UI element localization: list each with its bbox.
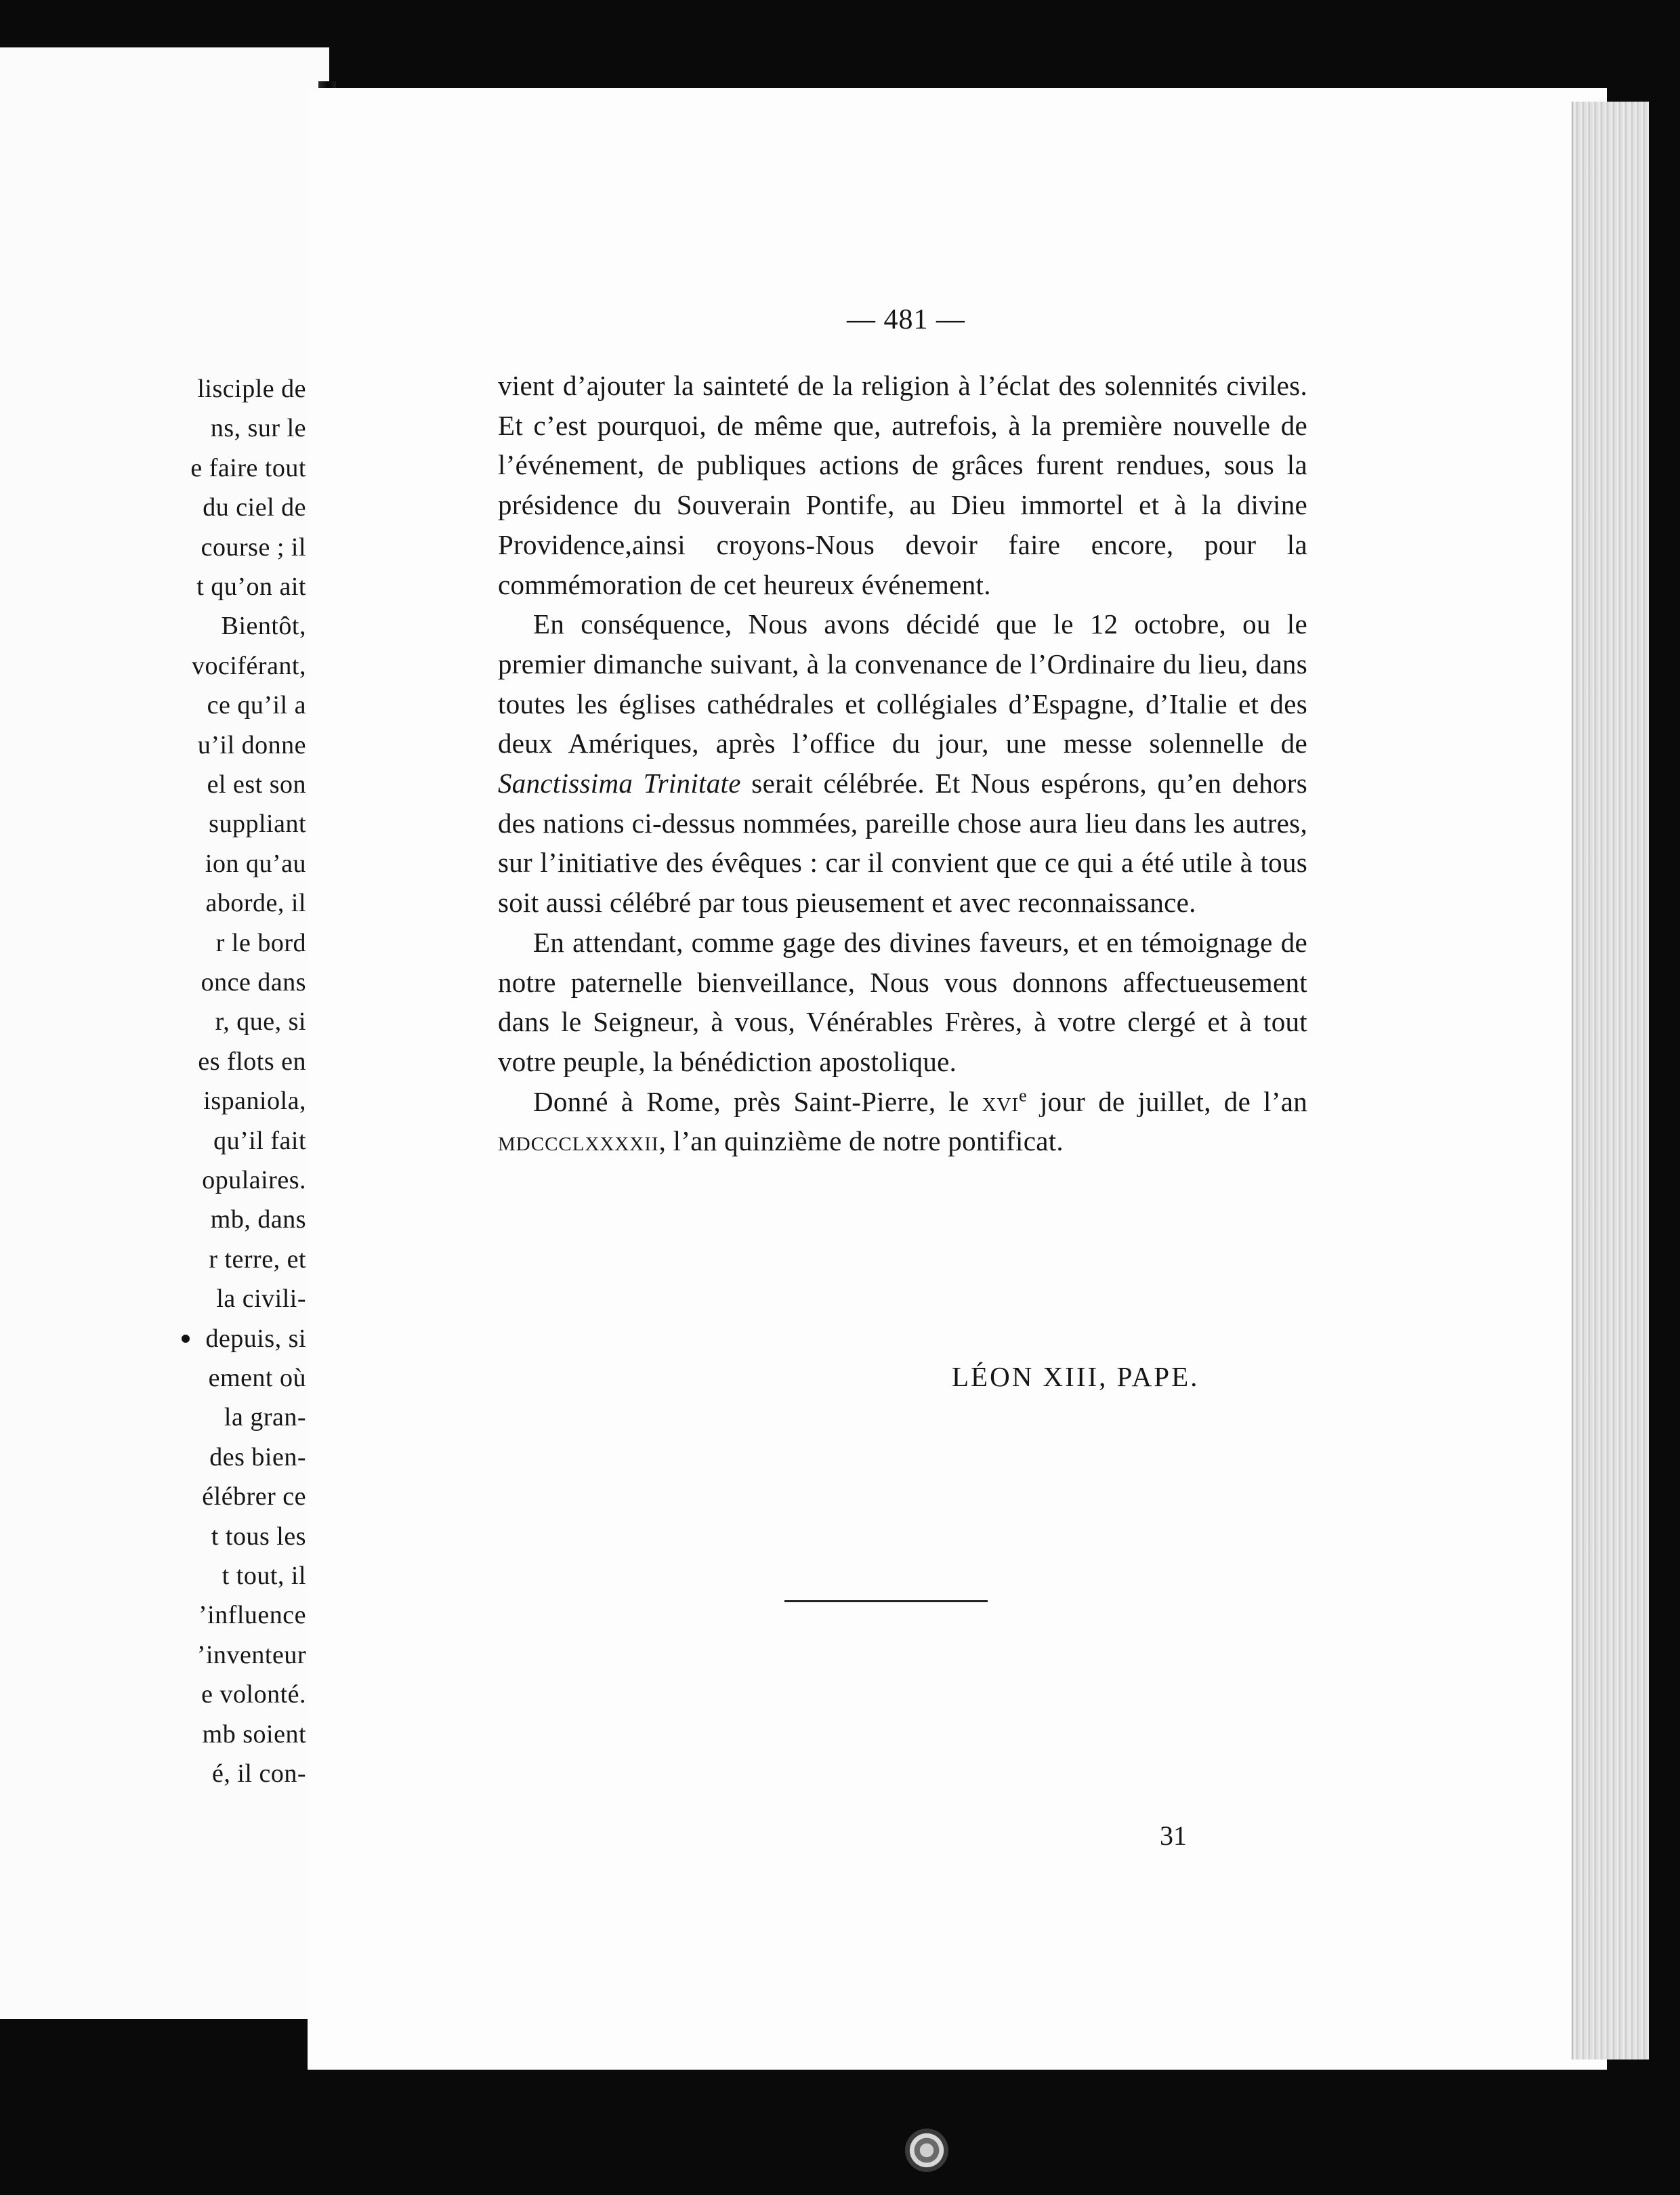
signature: LÉON XIII, PAPE.: [952, 1361, 1200, 1392]
left-page-line: des bien-: [209, 1442, 306, 1471]
left-page-line: mb soient: [202, 1719, 306, 1749]
left-page-line: el est son: [207, 770, 306, 799]
left-page-line: ispaniola,: [203, 1087, 306, 1116]
left-page-line: e faire tout: [190, 453, 306, 482]
left-page-line: u’il donne: [197, 730, 306, 759]
left-page-line: r le bord: [215, 928, 306, 957]
paragraph-2-text-a: En conséquence, Nous avons décidé que le 12 octobre, ou le premier dimanche suivant, à la convenance de l’Ordinaire du lieu, dans toutes les églises cathédrales et collégiales d’Espagne, d’Italie et des deux Amériques, après l’office du jour, une messe solennelle de: [498, 608, 1307, 759]
roman-day: xvi: [982, 1085, 1020, 1117]
left-page-line: depuis, si: [205, 1324, 306, 1353]
left-page-line: élébrer ce: [202, 1482, 306, 1511]
signature-mark: 31: [1160, 1820, 1187, 1851]
left-page-line: mb, dans: [210, 1205, 306, 1234]
left-page-line: r terre, et: [209, 1245, 306, 1274]
left-page-line: suppliant: [209, 810, 306, 839]
left-page-line: ce qu’il a: [207, 691, 306, 720]
left-page-line: es flots en: [198, 1047, 306, 1076]
left-page-line: ’influence: [198, 1601, 306, 1630]
scan-blot: [905, 2129, 948, 2172]
left-page-line: ement où: [208, 1364, 306, 1392]
paragraph-4-text-a: Donné à Rome, près Saint-Pierre, le: [533, 1085, 982, 1117]
paragraph-4-text-c: , l’an quinzième de notre pontificat.: [658, 1125, 1064, 1157]
left-page-line: Bientôt,: [221, 612, 306, 641]
left-page-line: t tout, il: [222, 1562, 306, 1590]
paragraph-4: [498, 1082, 1307, 1161]
page-number: — 481 —: [847, 304, 965, 335]
scan-dot: [182, 1335, 190, 1343]
left-page-line: course ; il: [201, 532, 306, 562]
left-page-line: t tous les: [211, 1522, 306, 1551]
paragraph-2: [498, 604, 1307, 923]
page-edges: [1572, 102, 1649, 2060]
left-page-line: la civili-: [216, 1284, 306, 1314]
left-page-line: lisciple de: [197, 375, 306, 403]
left-page-line: aborde, il: [205, 889, 306, 918]
left-page-line: ns, sur le: [210, 414, 306, 443]
left-page-line: qu’il fait: [213, 1126, 306, 1155]
left-page-line: vociférant,: [191, 651, 306, 680]
left-page-line: du ciel de: [203, 493, 306, 522]
left-page-line: once dans: [201, 968, 306, 997]
left-page-line: t qu’on ait: [196, 572, 306, 601]
paragraph-3: En attendant, comme gage des divines faveurs, et en témoignage de notre paternelle bienveillance, Nous vous donnons affectueusement dans le Seigneur, à vous, Vénérables Frères, à votre clergé et à tout votre peuple, la bénédiction apostolique.: [498, 926, 1307, 1077]
paragraph-2-italic: Sanctissima Trinitate: [498, 768, 741, 799]
paragraph-4-text-b: jour de juillet, de l’an: [1026, 1085, 1307, 1117]
page-body: [498, 366, 1307, 1161]
closing-rule: [784, 1600, 988, 1602]
paragraph-1: vient d’ajouter la sainteté de la religion à l’éclat des solennités civiles. Et c’est pourquoi, de même que, autrefois, à la première nouvelle de l’événement, de publiques actions de grâces furent rendues, sous la présidence du Souverain Pontife, au Dieu immortel et à la divine Providence,ainsi croyons-Nous devoir faire encore, pour la commémoration de cet heureux événement.: [498, 370, 1307, 600]
left-facing-page: [0, 47, 329, 2019]
day-suffix: e: [1019, 1085, 1027, 1105]
left-page-line: ’inventeur: [196, 1640, 306, 1669]
left-page-line: é, il con-: [211, 1759, 306, 1788]
left-page-line: opulaires.: [202, 1166, 306, 1194]
left-page-line: ion qu’au: [205, 849, 306, 878]
left-page-line: r, que, si: [215, 1007, 306, 1037]
left-page-line: e volonté.: [201, 1680, 306, 1709]
paragraph-2-text-b: serait célébrée. Et Nous espérons, qu’en dehors des nations ci-dessus nommées, pareille chose aura lieu dans les autres, sur l’initiative des évêques : car il convient que ce qui a été utile à tous soit aussi célébré par tous pieusement et avec reconnaissance.: [498, 768, 1307, 919]
left-page-line: la gran-: [224, 1403, 306, 1432]
roman-year: mdccclxxxxii: [498, 1125, 659, 1157]
